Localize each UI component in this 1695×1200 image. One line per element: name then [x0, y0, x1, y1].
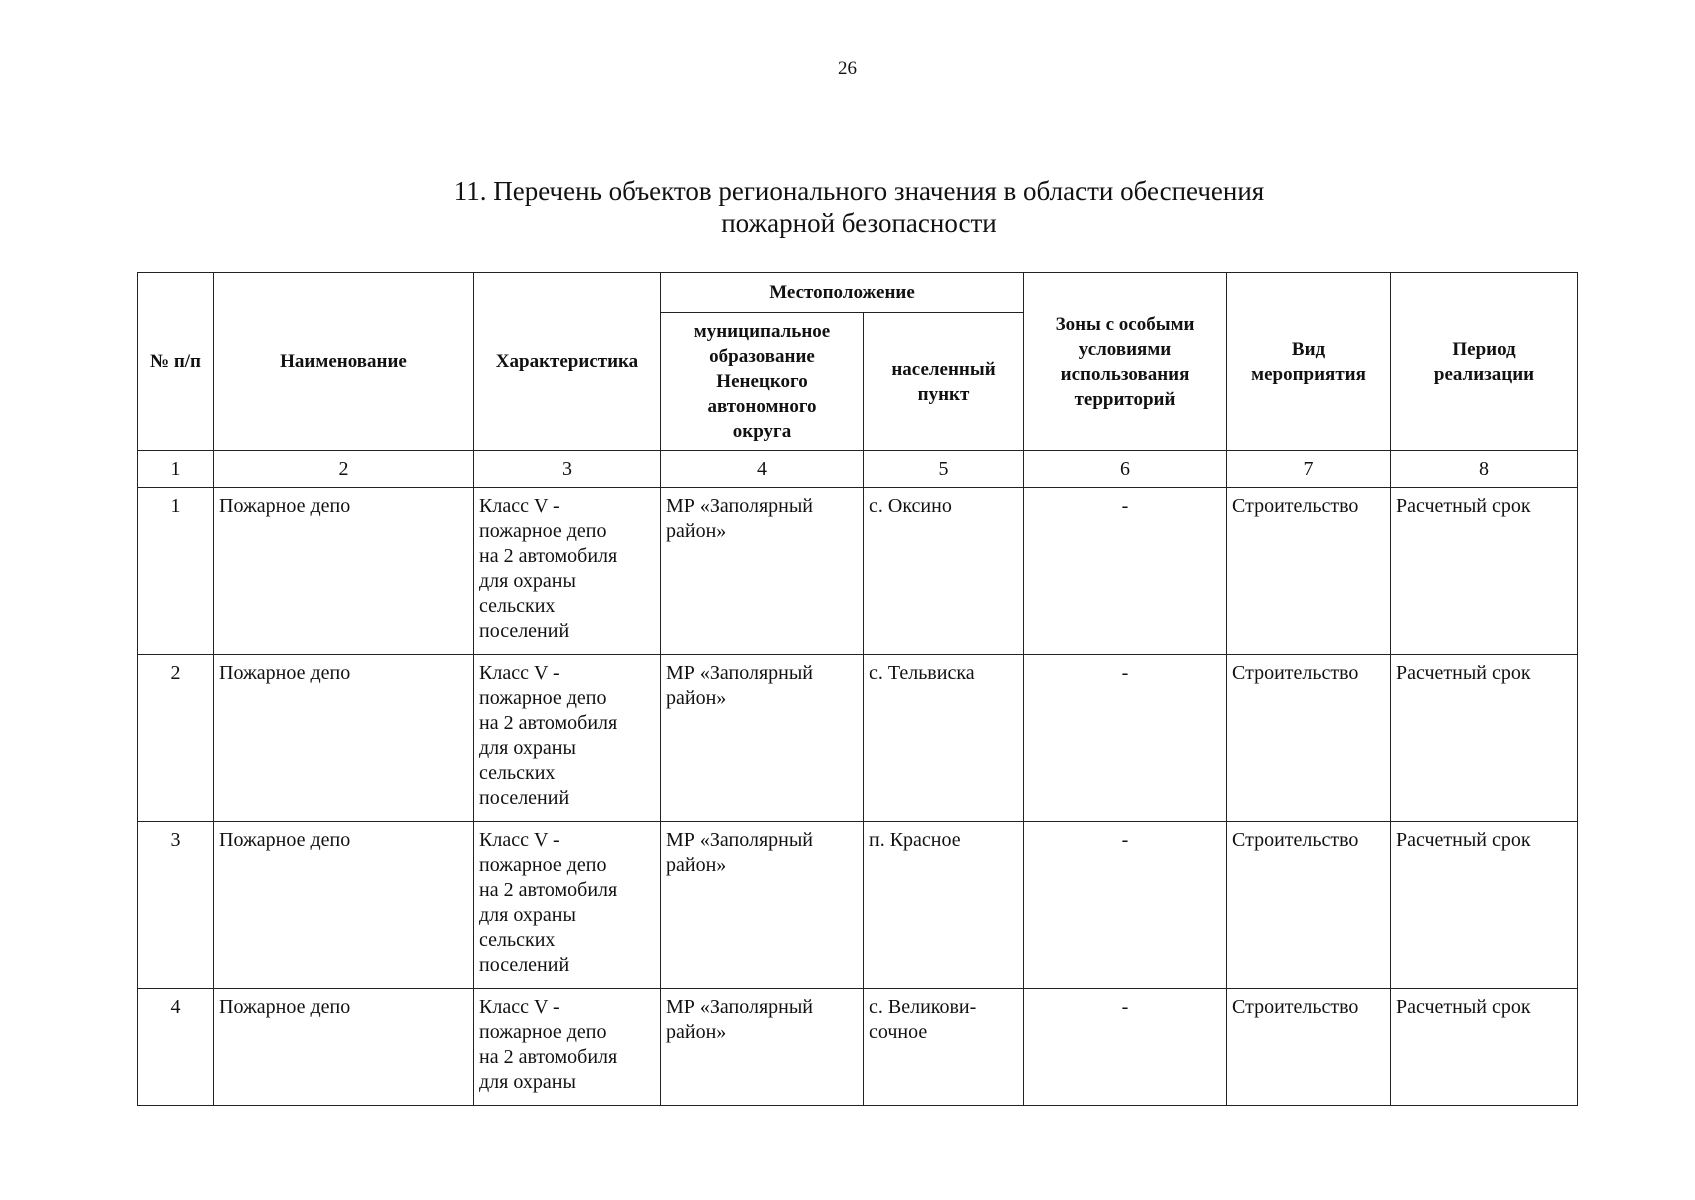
- column-number: 6: [1024, 451, 1227, 488]
- text-line: Период: [1452, 338, 1516, 360]
- text-line: мероприятия: [1251, 363, 1366, 385]
- page-number: 26: [838, 58, 857, 79]
- cell-zone: -: [1024, 822, 1227, 989]
- text-line: пожарное депо: [479, 854, 607, 876]
- cell-activity: Строительство: [1227, 989, 1391, 1106]
- cell-period: Расчетный срок: [1391, 822, 1578, 989]
- title-line-2: пожарной безопасности: [721, 208, 997, 238]
- cell-characteristic: [474, 989, 661, 1106]
- header-characteristic: Характеристика: [474, 273, 661, 451]
- cell-period: Расчетный срок: [1391, 488, 1578, 655]
- cell-settlement: [864, 822, 1024, 989]
- text-line: район»: [666, 520, 727, 542]
- text-line: поселений: [479, 620, 570, 642]
- cell-name: Пожарное депо: [214, 488, 474, 655]
- text-line: МР «Заполярный: [666, 829, 814, 851]
- fire-safety-objects-table: [137, 272, 1578, 1106]
- text-line: сельских: [479, 929, 556, 951]
- text-line: сельских: [479, 762, 556, 784]
- cell-zone: -: [1024, 488, 1227, 655]
- text-line: населенный: [891, 358, 996, 380]
- text-line: МР «Заполярный: [666, 662, 814, 684]
- text-line: Ненецкого: [716, 371, 808, 392]
- column-number: 2: [214, 451, 474, 488]
- text-line: с. Тельвиска: [869, 662, 975, 684]
- cell-municipality: [661, 655, 864, 822]
- text-line: на 2 автомобиля: [479, 1046, 618, 1068]
- text-line: район»: [666, 854, 727, 876]
- cell-no: 2: [138, 655, 214, 822]
- cell-settlement: [864, 488, 1024, 655]
- cell-municipality: [661, 822, 864, 989]
- cell-no: 4: [138, 989, 214, 1106]
- text-line: округа: [732, 421, 792, 442]
- header-location: Местоположение: [661, 273, 1024, 313]
- text-line: для охраны: [479, 570, 576, 592]
- header-zones: [1024, 273, 1227, 451]
- document-title: [0, 175, 1695, 239]
- text-line: использования: [1060, 363, 1190, 385]
- text-line: муниципальное: [693, 321, 831, 342]
- cell-zone: -: [1024, 989, 1227, 1106]
- header-no: № п/п: [138, 273, 214, 451]
- header-activity: [1227, 273, 1391, 451]
- header-name: Наименование: [214, 273, 474, 451]
- cell-period: Расчетный срок: [1391, 655, 1578, 822]
- table-row: [138, 655, 1578, 822]
- cell-period: Расчетный срок: [1391, 989, 1578, 1106]
- text-line: район»: [666, 1021, 727, 1043]
- text-line: Зоны с особыми: [1055, 313, 1195, 335]
- cell-name: Пожарное депо: [214, 822, 474, 989]
- cell-municipality: [661, 989, 864, 1106]
- text-line: на 2 автомобиля: [479, 712, 618, 734]
- header-period: [1391, 273, 1578, 451]
- column-number: 5: [864, 451, 1024, 488]
- cell-characteristic: [474, 822, 661, 989]
- text-line: МР «Заполярный: [666, 495, 814, 517]
- table-row: [138, 989, 1578, 1106]
- text-line: Класс V -: [479, 996, 560, 1018]
- text-line: на 2 автомобиля: [479, 879, 618, 901]
- column-number: 7: [1227, 451, 1391, 488]
- text-line: п. Красное: [869, 829, 961, 851]
- header-settlement: [864, 313, 1024, 451]
- text-line: для охраны: [479, 904, 576, 926]
- text-line: Класс V -: [479, 495, 560, 517]
- text-line: на 2 автомобиля: [479, 545, 618, 567]
- text-line: район»: [666, 687, 727, 709]
- text-line: пункт: [917, 383, 970, 405]
- cell-no: 3: [138, 822, 214, 989]
- cell-zone: -: [1024, 655, 1227, 822]
- cell-activity: Строительство: [1227, 655, 1391, 822]
- cell-municipality: [661, 488, 864, 655]
- cell-no: 1: [138, 488, 214, 655]
- cell-characteristic: [474, 488, 661, 655]
- text-line: поселений: [479, 787, 570, 809]
- text-line: условиями: [1078, 338, 1172, 360]
- cell-activity: Строительство: [1227, 822, 1391, 989]
- text-line: Класс V -: [479, 829, 560, 851]
- text-line: пожарное депо: [479, 687, 607, 709]
- cell-characteristic: [474, 655, 661, 822]
- text-line: МР «Заполярный: [666, 996, 814, 1018]
- column-number: 4: [661, 451, 864, 488]
- cell-name: Пожарное депо: [214, 655, 474, 822]
- text-line: автономного: [707, 396, 817, 417]
- text-line: сочное: [869, 1021, 928, 1043]
- column-number: 1: [138, 451, 214, 488]
- text-line: Вид: [1291, 338, 1326, 360]
- text-line: с. Оксино: [869, 495, 952, 517]
- cell-settlement: [864, 655, 1024, 822]
- text-line: образование: [709, 346, 815, 367]
- text-line: для охраны: [479, 737, 576, 759]
- text-line: поселений: [479, 954, 570, 976]
- column-number-row: [138, 451, 1578, 488]
- column-number: 8: [1391, 451, 1578, 488]
- text-line: пожарное депо: [479, 1021, 607, 1043]
- cell-activity: Строительство: [1227, 488, 1391, 655]
- table-row: [138, 822, 1578, 989]
- header-municipality: [661, 313, 864, 451]
- text-line: с. Великови-: [869, 996, 977, 1018]
- text-line: пожарное депо: [479, 520, 607, 542]
- text-line: реализации: [1433, 363, 1535, 385]
- text-line: Класс V -: [479, 662, 560, 684]
- column-number: 3: [474, 451, 661, 488]
- table-row: [138, 488, 1578, 655]
- title-line-1: 11. Перечень объектов регионального значения в области обеспечения: [453, 176, 1265, 206]
- cell-name: Пожарное депо: [214, 989, 474, 1106]
- text-line: сельских: [479, 595, 556, 617]
- text-line: для охраны: [479, 1071, 576, 1093]
- text-line: территорий: [1074, 388, 1176, 410]
- cell-settlement: [864, 989, 1024, 1106]
